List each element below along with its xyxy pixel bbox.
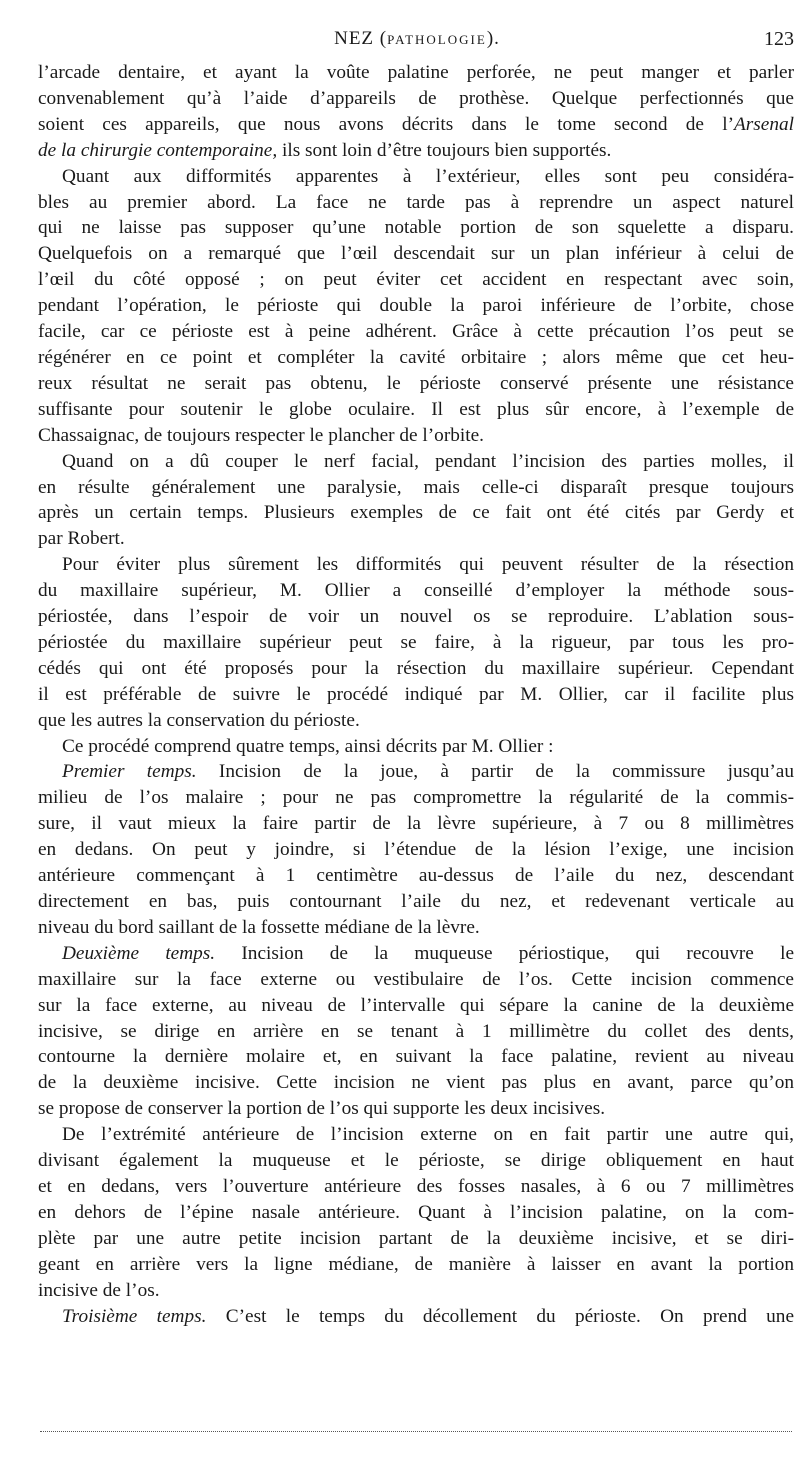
text-run: ils sont loin d’être toujours bien supportés. (277, 139, 612, 161)
text-line: en dehors de l’épine nasale antérieure. Quant à l’incision palatine, on la com- (38, 1201, 794, 1223)
text-line (38, 138, 794, 164)
text-line: divisant également la muqueuse et le périoste, se dirige obliquement en haut (38, 1150, 794, 1172)
text-line: contourne la dernière molaire et, en suivant la face palatine, revient au niveau (38, 1046, 794, 1068)
text-line: pendant l’opération, le périoste qui double la paroi inférieure de l’orbite, chose (38, 295, 794, 317)
italic-section-heading: Deuxième temps. (62, 942, 216, 964)
text-run: Incision de la joue, à partir de la commissure jusqu’au (196, 761, 794, 783)
text-line: périostée du maxillaire supérieur peut se faire, à la rigueur, par tous les pro- (38, 631, 794, 653)
text-line: incisive de l’os. (38, 1279, 160, 1301)
text-run: soient ces appareils, que nous avons décrits dans le tome second de l’ (38, 113, 735, 135)
text-line: qui ne laisse pas supposer qu’une notable portion de son squelette a disparu. (38, 217, 794, 239)
text-line: après un certain temps. Plusieurs exemples de ce fait ont été cités par Gerdy et (38, 502, 794, 524)
text-line: et en dedans, vers l’ouverture antérieure des fosses nasales, à 6 ou 7 millimètres (38, 1175, 794, 1197)
text-line (38, 1304, 794, 1330)
text-line: régénérer en ce point et compléter la cavité orbitaire ; alors même que cet heu- (38, 346, 794, 368)
running-title-main: NEZ ( (334, 28, 388, 49)
italic-section-heading: Troisième temps. (62, 1305, 207, 1327)
text-line: il est préférable de suivre le procédé indiqué par M. Ollier, car il facilite plus (38, 683, 794, 705)
text-line: geant en arrière vers la ligne médiane, de manière à laisser en avant la portion (38, 1253, 794, 1275)
running-title-smallcaps: PATHOLOGIE (387, 32, 487, 47)
text-line: bles au premier abord. La face ne tarde pas à reprendre un aspect naturel (38, 191, 794, 213)
page-body (38, 60, 794, 1329)
text-line: sur la face externe, au niveau de l’intervalle qui sépare la canine de la deuxième (38, 994, 794, 1016)
text-line: plète par une autre petite incision partant de la deuxième incisive, et se diri- (38, 1227, 794, 1249)
italic-title: de la chirurgie contemporaine, (38, 139, 278, 161)
text-line: De l’extrémité antérieure de l’incision externe on en fait partir une autre qui, (62, 1124, 794, 1146)
text-line: directement en bas, puis contournant l’aile du nez, et redevenant verticale au (38, 891, 794, 912)
text-line: sure, il vaut mieux la faire partir de la lèvre supérieure, à 7 ou 8 millimètres (38, 813, 794, 835)
text-line: Chassaignac, de toujours respecter le plancher de l’orbite. (38, 424, 484, 446)
text-line: convenablement qu’à l’aide d’appareils de prothèse. Quelque perfectionnés que (38, 87, 794, 109)
text-line: l’arcade dentaire, et ayant la voûte palatine perforée, ne peut manger et parler (38, 62, 794, 83)
text-line: niveau du bord saillant de la fossette médiane de la lèvre. (38, 916, 480, 938)
text-run: C’est le temps du décollement du périoste. On prend une (206, 1305, 795, 1327)
text-line: Quelquefois on a remarqué que l’œil descendait sur un plan inférieur à celui de (38, 243, 794, 265)
text-line: de la deuxième incisive. Cette incision ne vient pas plus en avant, parce qu’on (38, 1072, 794, 1094)
text-line (38, 112, 794, 138)
italic-section-heading: Premier temps. (62, 761, 197, 783)
text-line: milieu de l’os malaire ; pour ne pas compromettre la régularité de la commis- (38, 787, 794, 809)
text-line: Quant aux difformités apparentes à l’extérieur, elles sont peu considéra- (62, 165, 794, 187)
text-line: antérieure commençant à 1 centimètre au-dessus de l’aile du nez, descendant (38, 865, 794, 887)
italic-title: Arsenal (734, 113, 794, 135)
footer-dotted-rule (40, 1431, 792, 1432)
text-line: du maxillaire supérieur, M. Ollier a conseillé d’employer la méthode sous- (38, 580, 794, 602)
page-number: 123 (764, 28, 794, 50)
running-title (40, 28, 794, 50)
text-line: reux résultat ne serait pas obtenu, le périoste conservé présente une résistance (38, 372, 794, 394)
text-line: par Robert. (38, 528, 125, 550)
text-line: incisive, se dirige en arrière en se tenant à 1 millimètre du collet des dents, (38, 1020, 794, 1042)
running-title-end: ). (486, 28, 500, 49)
text-line: cédés qui ont été proposés pour la résection du maxillaire supérieur. Cependant (38, 657, 794, 679)
text-line: se propose de conserver la portion de l’os qui supporte les deux incisives. (38, 1098, 606, 1120)
text-line: maxillaire sur la face externe ou vestibulaire de l’os. Cette incision commence (38, 968, 794, 990)
text-line: l’œil du côté opposé ; on peut éviter cet accident en respectant avec soin, (38, 269, 794, 291)
text-run: Incision de la muqueuse périostique, qui recouvre le (215, 942, 795, 964)
text-line: Ce procédé comprend quatre temps, ainsi décrits par M. Ollier : (62, 735, 554, 757)
text-line (38, 759, 794, 785)
text-line: en résulte généralement une paralysie, mais celle-ci disparaît presque toujours (38, 476, 794, 498)
text-line (38, 941, 794, 967)
text-line: suffisante pour soutenir le globe oculaire. Il est plus sûr encore, à l’exemple de (38, 398, 794, 420)
text-line: en dedans. On peut y joindre, si l’étendue de la lésion l’exige, une incision (38, 839, 794, 861)
running-header (40, 28, 794, 58)
text-line: que les autres la conservation du périoste. (38, 709, 360, 731)
text-line: périostée, dans l’espoir de voir un nouvel os se reproduire. L’ablation sous- (38, 606, 794, 628)
text-line: Pour éviter plus sûrement les difformités qui peuvent résulter de la résection (62, 554, 794, 576)
text-line: Quand on a dû couper le nerf facial, pendant l’incision des parties molles, il (62, 450, 794, 472)
text-line: facile, car ce périoste est à peine adhérent. Grâce à cette précaution l’os peut se (38, 321, 794, 343)
